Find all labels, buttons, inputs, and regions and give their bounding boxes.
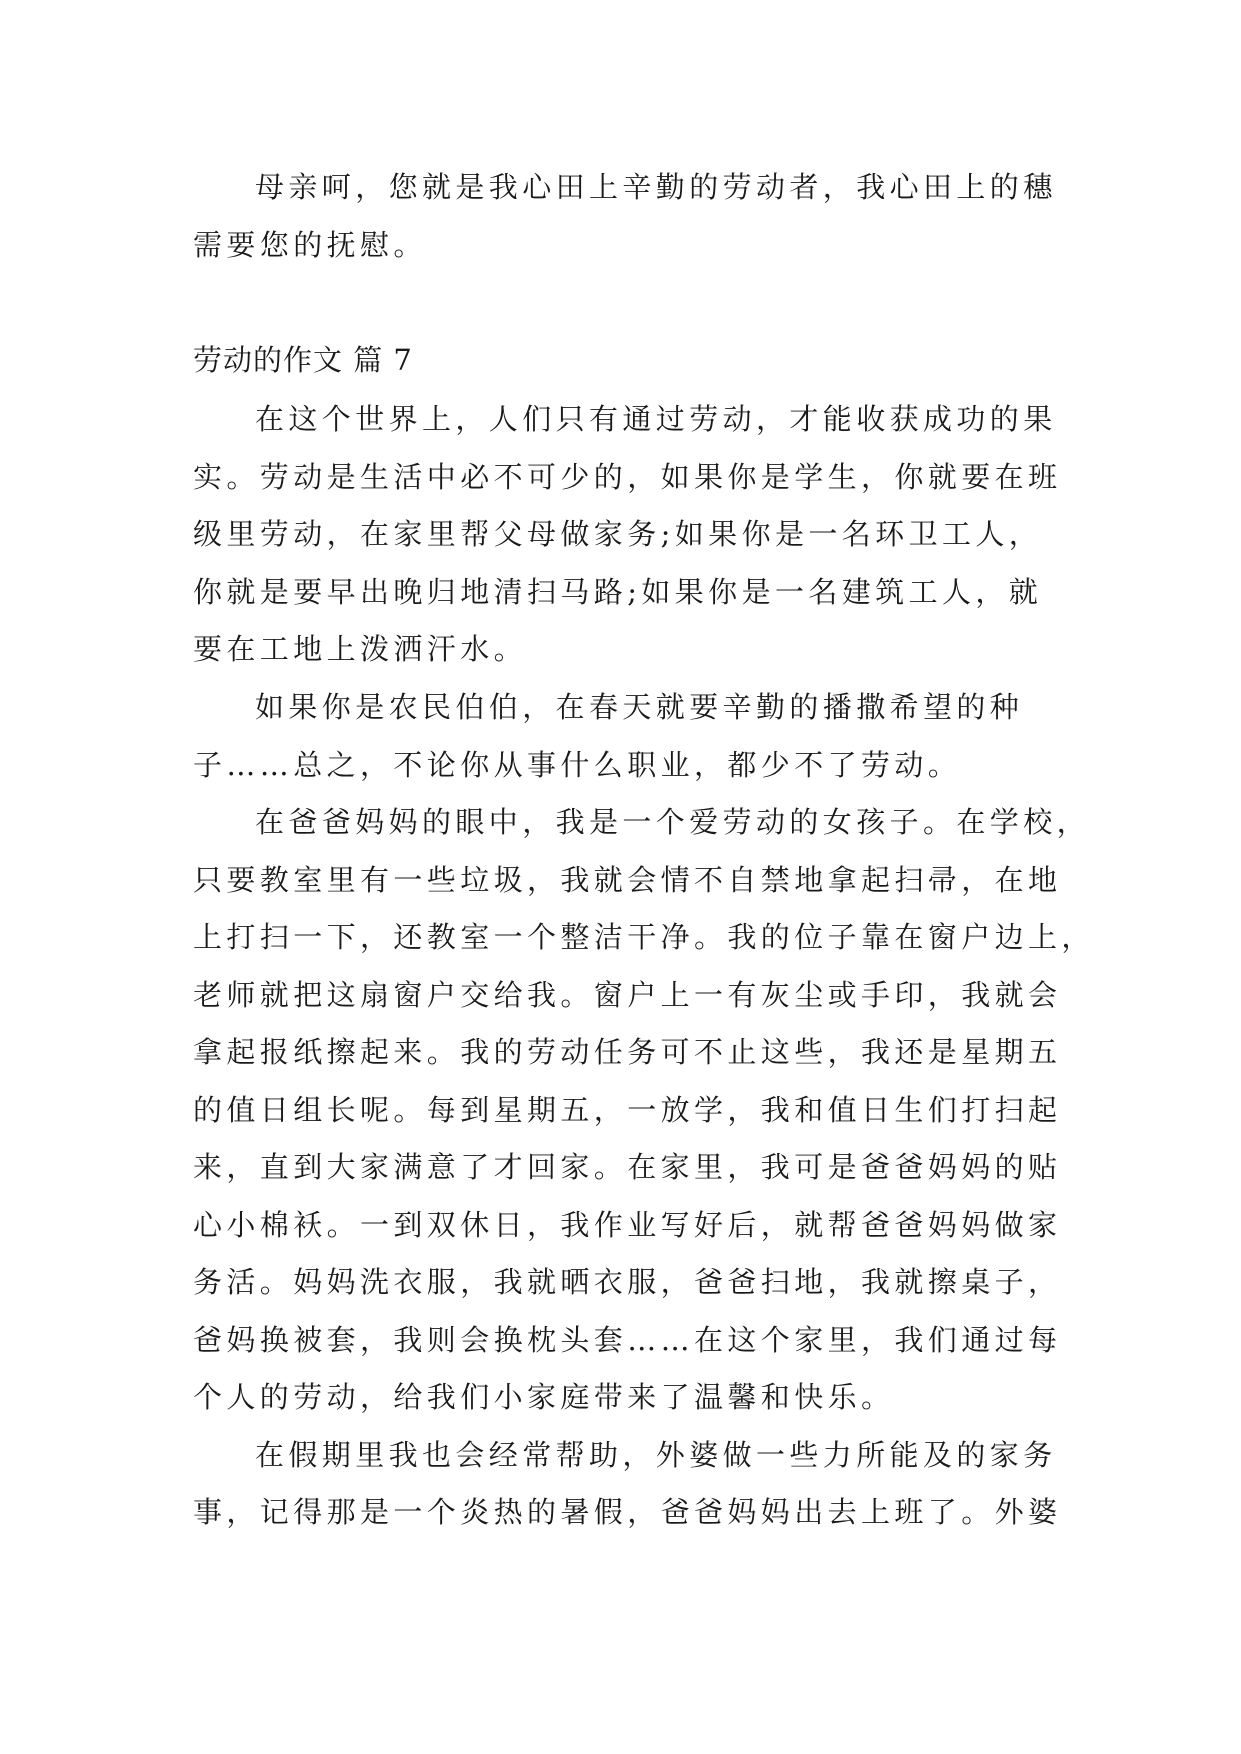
text-line: 在这个世界上，人们只有通过劳动，才能收获成功的果 (255, 402, 1057, 436)
text-line: 个人的劳动，给我们小家庭带来了温馨和快乐。 (193, 1380, 895, 1414)
text-line: 如果你是农民伯伯，在春天就要辛勤的播撒希望的种 (255, 690, 1024, 724)
text-line: 子……总之，不论你从事什么职业，都少不了劳动。 (193, 748, 962, 782)
text-line: 爸妈换被套，我则会换枕头套……在这个家里，我们通过每 (193, 1323, 1062, 1357)
text-line: 来，直到大家满意了才回家。在家里，我可是爸爸妈妈的贴 (193, 1150, 1062, 1184)
text-line: 你就是要早出晚归地清扫马路;如果你是一名建筑工人，就 (193, 575, 1043, 609)
text-line: 在爸爸妈妈的眼中，我是一个爱劳动的女孩子。在学校， (255, 805, 1091, 839)
text-line: 母亲呵，您就是我心田上辛勤的劳动者，我心田上的穗 (255, 170, 1057, 204)
text-line: 在假期里我也会经常帮助，外婆做一些力所能及的家务 (255, 1438, 1057, 1472)
text-line: 需要您的抚慰。 (193, 228, 427, 262)
text-line: 老师就把这扇窗户交给我。窗户上一有灰尘或手印，我就会 (193, 978, 1062, 1012)
section-heading: 劳动的作文 篇 7 (193, 343, 413, 377)
text-line: 务活。妈妈洗衣服，我就晒衣服，爸爸扫地，我就擦桌子， (193, 1265, 1062, 1299)
text-line: 事，记得那是一个炎热的暑假，爸爸妈妈出去上班了。外婆 (193, 1495, 1062, 1529)
text-line: 拿起报纸擦起来。我的劳动任务可不止这些，我还是星期五 (193, 1035, 1062, 1069)
text-line: 上打扫一下，还教室一个整洁干净。我的位子靠在窗户边上， (193, 920, 1095, 954)
text-line: 的值日组长呢。每到星期五，一放学，我和值日生们打扫起 (193, 1093, 1062, 1127)
text-line: 级里劳动，在家里帮父母做家务;如果你是一名环卫工人， (193, 517, 1043, 551)
text-line: 心小棉袄。一到双休日，我作业写好后，就帮爸爸妈妈做家 (193, 1208, 1062, 1242)
text-line: 只要教室里有一些垃圾，我就会情不自禁地拿起扫帚，在地 (193, 863, 1062, 897)
text-line: 实。劳动是生活中必不可少的，如果你是学生，你就要在班 (193, 460, 1062, 494)
text-line: 要在工地上泼洒汗水。 (193, 632, 528, 666)
